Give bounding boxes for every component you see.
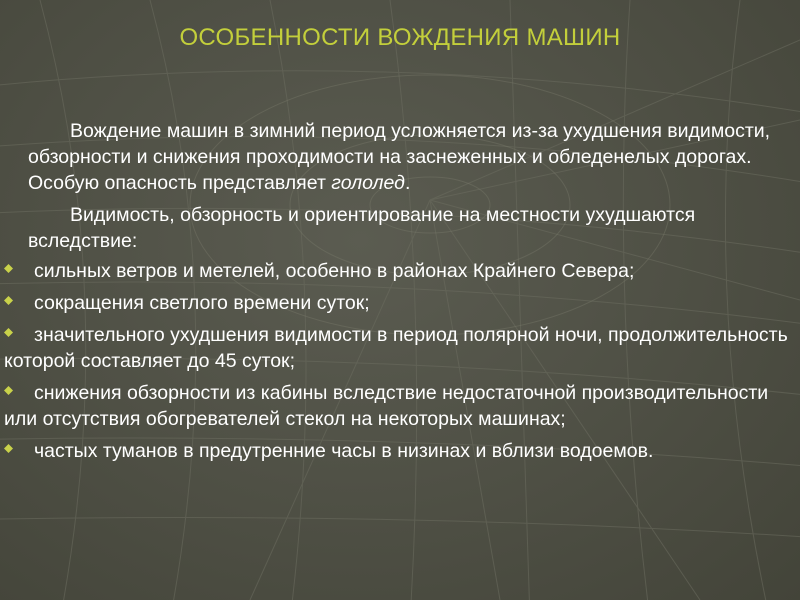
list-item — [4, 322, 788, 374]
emphasis-word: гололед — [331, 172, 405, 194]
list-item-text: значительного ухудшения видимости в период полярной ночи, продолжительность которой составляет до 45 суток; — [4, 324, 788, 372]
reasons-list — [4, 258, 788, 464]
slide-body — [4, 118, 788, 470]
slide-title: ОСОБЕННОСТИ ВОЖДЕНИЯ МАШИН — [179, 24, 621, 51]
diamond-bullet-icon — [4, 264, 13, 273]
list-item-text: сокращения светлого времени суток; — [34, 292, 370, 314]
list-item — [4, 290, 788, 316]
list-item — [4, 380, 788, 432]
diamond-bullet-icon — [4, 328, 13, 337]
intro-paragraph-text: Вождение машин в зимний период усложняется из-за ухудшения видимости, обзорности и снижения проходимости на заснеженных и обледенелых дорогах. Особую опасность представляет — [28, 120, 771, 194]
diamond-bullet-icon — [4, 386, 13, 395]
list-item-text: снижения обзорности из кабины вследствие недостаточной производительности или отсутствия обогревателей стекол на некоторых машинах; — [4, 382, 769, 430]
list-item-text: частых туманов в предутренние часы в низинах и вблизи водоемов. — [34, 440, 654, 462]
intro-paragraph — [28, 118, 788, 196]
list-item — [4, 258, 788, 284]
list-item-text: сильных ветров и метелей, особенно в районах Крайнего Севера; — [34, 260, 635, 282]
list-item — [4, 438, 788, 464]
reasons-intro-paragraph: Видимость, обзорность и ориентирование на местности ухудшаются вследствие: — [28, 204, 696, 252]
diamond-bullet-icon — [4, 444, 13, 453]
intro-paragraph-end: . — [404, 172, 411, 194]
diamond-bullet-icon — [4, 296, 13, 305]
